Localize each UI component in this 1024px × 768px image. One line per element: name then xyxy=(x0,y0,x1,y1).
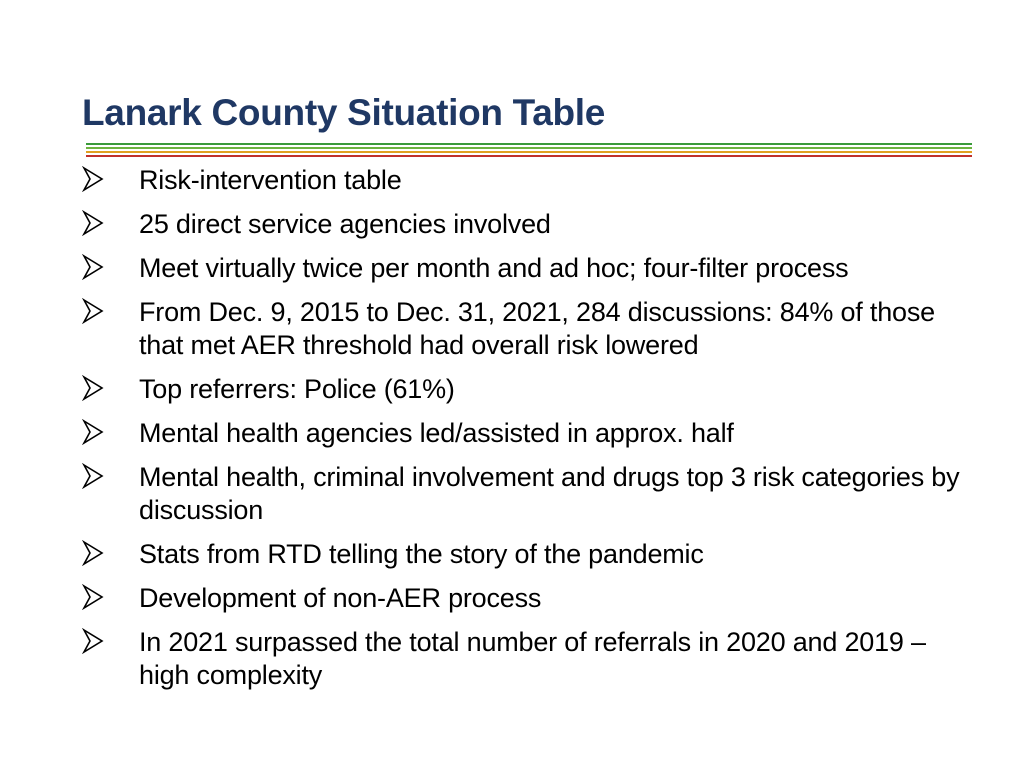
list-item xyxy=(82,538,962,571)
slide-title: Lanark County Situation Table xyxy=(82,92,606,133)
arrowhead-bullet-icon xyxy=(82,210,104,236)
arrowhead-bullet-icon xyxy=(82,166,104,192)
title-rule-green-2 xyxy=(86,147,972,149)
arrowhead-bullet-icon xyxy=(82,298,104,324)
list-item xyxy=(82,461,962,527)
bullet-text: Top referrers: Police (61%) xyxy=(139,374,455,404)
list-item xyxy=(82,252,962,285)
bullet-text: Development of non-AER process xyxy=(139,583,542,613)
bullet-text: From Dec. 9, 2015 to Dec. 31, 2021, 284 discussions: 84% of those that met AER threshold had overall risk lowered xyxy=(139,297,935,360)
list-item xyxy=(82,626,962,692)
bullet-text: Risk-intervention table xyxy=(139,165,402,195)
arrowhead-bullet-icon xyxy=(82,540,104,566)
bullet-text: In 2021 surpassed the total number of referrals in 2020 and 2019 – high complexity xyxy=(139,627,926,690)
arrowhead-bullet-icon xyxy=(82,419,104,445)
arrowhead-bullet-icon xyxy=(82,375,104,401)
list-item xyxy=(82,296,962,362)
title-rule-green xyxy=(86,143,972,145)
bullet-list xyxy=(82,164,962,703)
list-item xyxy=(82,208,962,241)
list-item xyxy=(82,164,962,197)
bullet-text: Stats from RTD telling the story of the pandemic xyxy=(139,539,704,569)
list-item xyxy=(82,417,962,450)
arrowhead-bullet-icon xyxy=(82,584,104,610)
arrowhead-bullet-icon xyxy=(82,254,104,280)
list-item xyxy=(82,373,962,406)
title-rule-red xyxy=(86,155,972,157)
arrowhead-bullet-icon xyxy=(82,628,104,654)
list-item xyxy=(82,582,962,615)
bullet-text: Meet virtually twice per month and ad hoc; four-filter process xyxy=(139,253,849,283)
bullet-text: Mental health, criminal involvement and drugs top 3 risk categories by discussion xyxy=(139,462,960,525)
bullet-text: Mental health agencies led/assisted in approx. half xyxy=(139,418,734,448)
bullet-text: 25 direct service agencies involved xyxy=(139,209,551,239)
arrowhead-bullet-icon xyxy=(82,463,104,489)
title-rule-orange xyxy=(86,151,972,153)
